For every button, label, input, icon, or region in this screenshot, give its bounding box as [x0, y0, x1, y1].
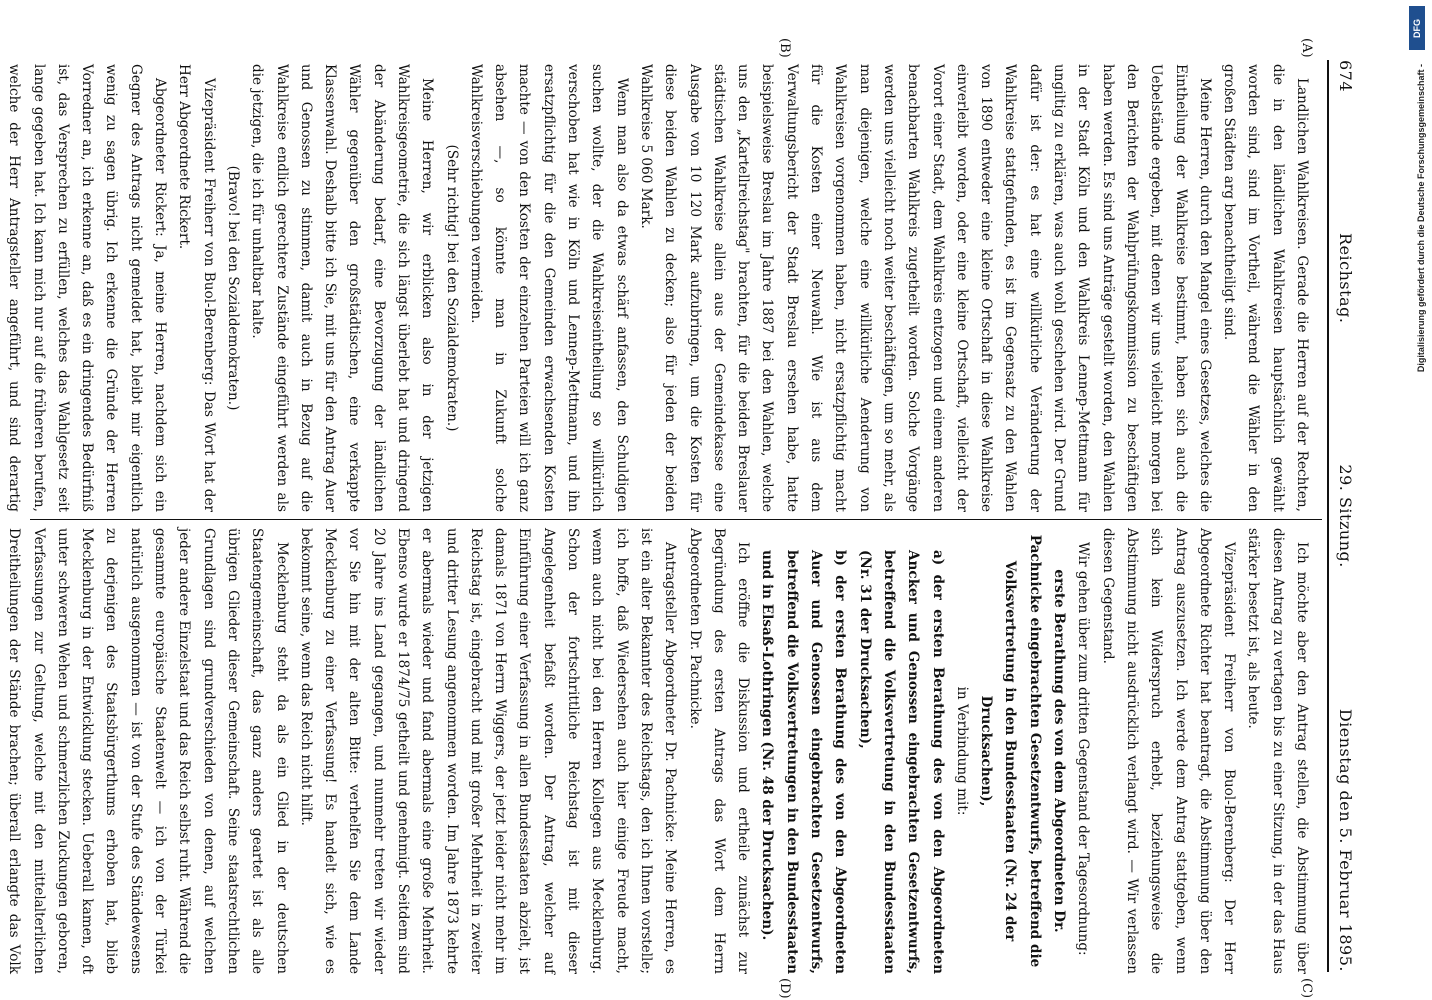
margin-marker-b: (B) — [777, 38, 792, 58]
paragraph: Landlichen Wahlkreisen. Gerade die Herren auf der Rechten, die in den ländlichen Wahlkreisen hauptsächlich gewählt worden sind, sind im Vortheil, während die Wähler in den großen Städten arg benachtheiligt sind. — [1221, 64, 1310, 512]
speaker-paragraph: Vizepräsident Freiherr von Buol-Berenberg: Der Herr Abgeordnete Richter hat beantragt, die Abstimmung über den Antrag auszusetzen. Ich werde dem Antrag stattgeben, wenn sich kein Widerspruch erhebt, beziehungsweise die Abstimmung nicht ausdrücklich verlangt wird. — Wir verlassen diesen Gegenstand. — [1099, 528, 1238, 974]
publication-name: Reichstag. — [1336, 233, 1355, 324]
paragraph: Wenn man also da etwas schärf anfassen, den Schuldigen suchen wollte, der die Wahlkreiseintheilung so willkürlich verschoben hat wie in Köln und Lennep-Mettmann, und ihn ersatzpflichtig für die den Gemeinden erwachsenden Kosten machte — von den Kosten der einzelnen Parteien will ich ganz absehen —, so könnte man in Zukunft solche Wahlkreisverschiebungen vermeiden. — [467, 64, 630, 512]
left-column — [6, 64, 1314, 512]
page-header — [1336, 60, 1382, 972]
paragraph: Ich eröffne die Diskussion und ertheile zunächst zur Begründung des ersten Antrags das Wort dem Herrn Abgeordneten Dr. Pachnicke. — [686, 528, 752, 974]
session-date: Dienstag den 5. Februar 1895. — [1336, 708, 1355, 972]
interjection: (Bravo! bei den Sozialdemokraten.) — [224, 165, 241, 411]
margin-marker-c: (C) — [1299, 978, 1314, 999]
agenda-item: erste Berathung des von dem Abgeordneten Dr. Pachnicke eingebrachten Gesetzentwurfs, betreffend die Volksvertretung in den Bundesstaaten (Nr. 24 der Drucksachen), — [978, 534, 1068, 968]
credit-text: Digitalisierung gefördert durch die Deutsche Forschungsgemeinschaft - — [1416, 64, 1426, 373]
agenda-subitem-b: b) der ersten Berathung des von den Abgeordneten Auer und Genossen eingebrachten Gesetzentwurfs, betreffend die Volksvertretungen in den Bundesstaaten und in Elsaß-Lothringen (Nr. 48 der Drucksachen). — [759, 550, 849, 974]
agenda-subitem-a: a) der ersten Berathung des von den Abgeordneten Ancker und Genossen eingebrachten Gesetzentwurfs, betreffend die Volksvertretung in den Bundesstaaten (Nr. 31 der Drucksachen), — [856, 550, 946, 974]
dfg-logo-text: DFG — [1412, 18, 1422, 38]
session-label: 29. Sitzung. — [1336, 464, 1355, 568]
column-divider — [30, 519, 1322, 520]
margin-marker-a: (A) — [1299, 38, 1314, 58]
paragraph: Wir gehen über zum dritten Gegenstand der Tagesordnung: — [1075, 542, 1092, 956]
paragraph: Mecklenburg steht da als ein Glied in der deutschen Staatengemeinschaft, das ganz anders geartet ist als alle übrigen Glieder dieser Gemeinschaft. Seine staatsrechtlichen Grundlagen sind grundverschieden von denen, auf welchen jeder andere Einzelstaat und das Reich selbst ruht. Während die gesammte europäische Staatenwelt — ich von der Türkei natürlich ausgenommen — ist von der Stufe des Ständewesens zu derjenigen des Staatsbürgerthums erhoben hat, blieb Mecklenburg in der Entwicklung stecken. Ueberall kamen, oft unter schweren Wehen und schmerzlichen Zuckungen geboren, Verfassungen zur Geltung, welche mit den mittelalterlichen Dreitheilungen der Stände brachen; überall erlangte das Volk — [6, 528, 290, 974]
dfg-logo — [1409, 6, 1425, 50]
header-rule — [1327, 60, 1329, 972]
interjection: (Sehr richtig! bei den Sozialdemokraten.) — [443, 144, 460, 432]
speaker-paragraph: Vizepräsident Freiherr von Buol-Berenberg: Das Wort hat der Herr Abgeordnete Rickert. — [176, 64, 217, 512]
right-column — [6, 528, 1314, 974]
speaker-paragraph: Antragsteller Abgeordneter Dr. Pachnicke: Meine Herren, es ist ein alter Bekannter des Reichstags, den ich Ihnen vorstelle; ich hoffe, daß Wiedersehen auch hier einige Freude macht, wenn auch nicht bei den Herren Kollegen aus Mecklenburg. Schon der fortschrittliche Reichstag ist mit dieser Angelegenheit befaßt worden. Der Antrag, welcher auf Einführung einer Verfassung in allen Bundesstaaten abzielt, ist damals 1871 von Herrn Wiggers, der jetzt leider nicht mehr im Reichstag ist, eingebracht und mit großer Mehrheit in zweiter und dritter Lesung angenommen worden. Im Jahre 1873 kehrte er abermals wieder und fand abermals eine große Mehrheit. Ebenso wurde er 1874/75 getheilt und genehmigt. Seitdem sind 20 Jahre ins Land gegangen, und nunmehr treten wir wieder vor Sie hin mit der alten Bitte: verhelfen Sie dem Lande Mecklenburg zu einer Verfassung! Es handelt sich, wie es bekommt seine, wenn das Reich nicht hilft. — [297, 528, 679, 974]
digitization-credit — [1406, 4, 1426, 996]
page-number: 674 — [1336, 60, 1355, 93]
agenda-connector: in Verbindung mit: — [953, 686, 970, 816]
paragraph: Meine Herren, wir erblicken also in der jetzigen Wahlkreisgeometrie, die sich längst überlebt hat und dringend der Abänderung bedarf, eine Bevorzugung der ländlichen Wähler gegenüber den großstädtischen, eine verkappte Klassenwahl. Deshalb bitte ich Sie, mit uns für den Antrag Auer und Genossen zu stimmen, damit auch in Bezug auf die Wahlkreise endlich gerechtere Zustände eingeführt werden als die jetzigen, die ich für unhaltbar halte. — [249, 64, 436, 512]
speaker-paragraph: Abgeordneter Rickert: Ja, meine Herren, nachdem sich ein Gegner des Antrags nicht gemeldet hat, bleibt mir eigentlich wenig zu sagen übrig. Ich erkenne die Gründe der Herren Vorredner an, ich erkenne an, daß es ein dringendes Bedürfniß ist, das Versprechen zu erfüllen, welches das Wahlgesetz seit lange gegeben hat. Ich kann mich nur auf die früheren berufen, welche der Herr Antragsteller angeführt, und sind derartig — [6, 64, 169, 512]
margin-marker-d: (D) — [777, 978, 792, 999]
paragraph: Ich möchte aber den Antrag stellen, die Abstimmung über diesen Antrag zu vertagen bis zu einer Sitzung, in der das Haus stärker besetzt ist, als heute. — [1245, 528, 1310, 974]
paragraph: Meine Herren, durch den Mangel eines Gesetzes, welches die Eintheilung der Wahlkreise bestimmt, haben sich auch die Uebelstände ergeben, mit denen wir uns vielleicht morgen bei den Berichten der Wahlprüfungskommission zu beschäftigen haben werden. Es sind uns Anträge gestellt worden, den Wahlen in der Stadt Köln und den Wahlkreis Lennep-Mettmann für ungiltig zu erklären, was auch wohl geschehen wird. Der Grund dafür ist der: es hat eine willkürliche Veränderung der Wahlkreise stattgefunden, es ist im Gegensatz zu den Wahlen von 1890 entweder eine kleine Ortschaft in diese Wahlkreise einverleibt worden, oder eine kleine Ortschaft, vielleicht der Vorort einer Stadt, dem Wahlkreis entzogen und einem anderen benachbarten Wahlkreis zugetheilt worden. Solche Vorgänge werden uns vielleicht noch weiter beschäftigen, um so mehr, als man diejenigen, welche eine willkürliche Aenderung von Wahlkreisen vorgenommen haben, nicht ersatzpflichtig macht für die Kosten einer Neuwahl. Wie ist aus dem Verwaltungsbericht der Stadt Breslau ersehen habe, hatte beispielsweise Breslau im Jahre 1887 bei den Wahlen, welche uns den „Kartellreichstag" brachten, für die beiden Breslauer städtischen Wahlkreise allein aus der Gemeindekasse eine Ausgabe von 10 120 Mark aufzubringen, um die Kosten für diese beiden Wahlen zu decken; also für jeden der beiden Wahlkreise 5 060 Mark. — [637, 64, 1213, 512]
